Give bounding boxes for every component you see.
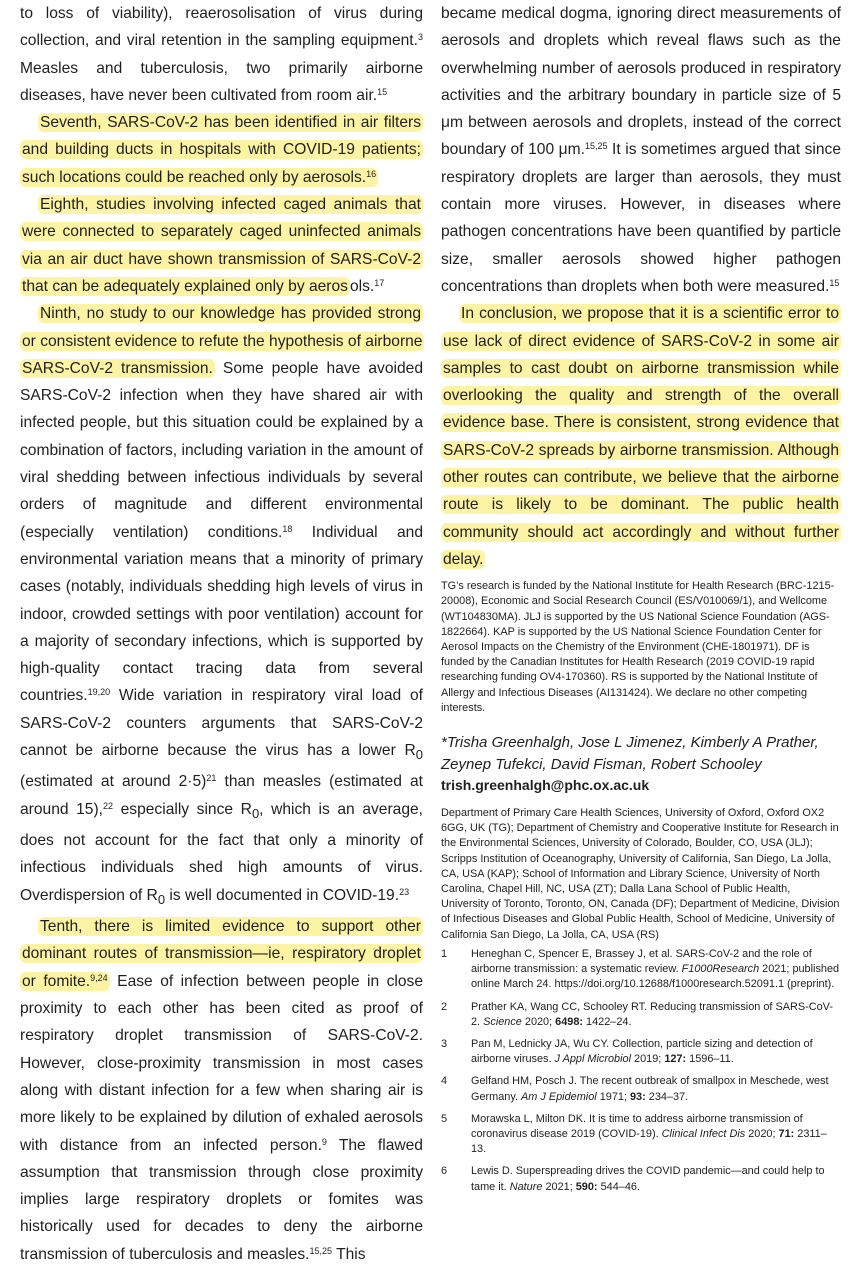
highlighted-text: Seventh, SARS-CoV-2 has been identified in air filters and building ducts in hospitals with COVID-19 patients; such locations could be reached only by aerosols. bbox=[22, 114, 421, 186]
reference-text: 2021; published online March 24. https://doi.org/10.12688/f1000research.52091.1 (preprint). bbox=[471, 963, 840, 991]
reference-number: 4 bbox=[441, 1075, 448, 1088]
reference-text: Pan M, Lednicky JA, Wu CY. Collection, particle sizing and detection of airborne viruses. bbox=[471, 1037, 813, 1066]
text-run: Measles and tuberculosis, two primarily airborne diseases, have never been cultivated from room air. bbox=[20, 59, 423, 104]
reference-text: 234–37. bbox=[645, 1090, 689, 1103]
citation-sup: 15,25 bbox=[584, 141, 608, 152]
reference-number: 3 bbox=[441, 1037, 448, 1050]
citation-sup: 19,20 bbox=[87, 687, 111, 698]
reference-journal: Am J Epidemiol bbox=[521, 1090, 597, 1103]
paragraph-tenth bbox=[20, 913, 423, 1268]
reference-volume: 590: bbox=[575, 1180, 598, 1193]
text-run: Individual and environmental variation means that a minority of primary cases (notably, individuals shedding high levels of virus in indoor, crowded settings with poor ventilation) account for a majority of secondary infections, which is supported by high-quality contact tracing data from several countries. bbox=[20, 523, 423, 705]
reference-item bbox=[441, 1112, 841, 1158]
reference-number: 2 bbox=[441, 1000, 448, 1013]
citation-sup: 18 bbox=[282, 523, 293, 534]
citation-sup: 15 bbox=[829, 277, 840, 288]
text-run: (estimated at around 2·5) bbox=[20, 773, 207, 791]
highlight: Eighth, studies involving infected caged animals that were connected to separately caged uninfected animals via an air duct have shown transmission of SARS-CoV-2 that can be adequately explained only by aeros bbox=[22, 196, 421, 295]
reference-number: 1 bbox=[441, 947, 448, 960]
paragraph-dogma bbox=[441, 0, 841, 300]
text-run: The flawed assumption that transmission through close proximity implies large respiratory droplets or fomites was historically used for decades to deny the airborne transmission of tuberculosis and measles. bbox=[20, 1136, 423, 1263]
reference-journal: Nature bbox=[509, 1180, 543, 1193]
reference-text: Lewis D. Superspreading drives the COVID pandemic—and could help to tame it. bbox=[471, 1165, 825, 1193]
reference-volume: 93: bbox=[630, 1090, 646, 1103]
reference-journal: J Appl Microbiol bbox=[554, 1053, 631, 1066]
text-run: ols. bbox=[349, 277, 375, 295]
citation-sup: 15 bbox=[377, 86, 388, 97]
reference-text: 544–46. bbox=[597, 1180, 640, 1193]
left-column bbox=[20, 0, 423, 1268]
reference-text: Gelfand HM, Posch J. The recent outbreak of smallpox in Meschede, west Germany. bbox=[471, 1075, 829, 1103]
text-run: It is sometimes argued that since respiratory droplets are larger than aerosols, they must contain more viruses. However, in diseases where pathogen concentrations have been quantified by particle size, smaller aerosols showed higher pathogen concentrations than droplets when both were measured. bbox=[441, 141, 841, 295]
author-list: *Trisha Greenhalgh, Jose L Jimenez, Kimberly A Prather, Zeynep Tufekci, David Fisman, Robert Schooley bbox=[441, 734, 819, 773]
paragraph-eighth bbox=[20, 191, 423, 300]
citation-sup: 16 bbox=[366, 168, 377, 179]
reference-item bbox=[441, 1000, 841, 1030]
reference-item bbox=[441, 1164, 841, 1194]
highlighted-text: Tenth, there is limited evidence to support other dominant routes of transmission—ie, respiratory droplet or fomite. bbox=[22, 918, 421, 990]
paragraph-conclusion bbox=[441, 300, 841, 573]
citation-sup: 22 bbox=[103, 800, 114, 811]
text-run: is well documented in COVID-19. bbox=[165, 886, 400, 904]
reference-text: 1596–11. bbox=[686, 1053, 734, 1066]
funding-statement: TG’s research is funded by the National Institute for Health Research (BRC-1215-20008), Economic and Social Research Council (ES/V010069/1), and Wellcome (WT104830MA). JLJ is supported by the US National Science Foundation (AGS-1822664). KAP is supported by the US National Science Foundation Center for Aerosol Impacts on the Chemistry of the Environment (CHE-1801971). DF is funded by the Canadian Institutes for Health Research (2019 COVID-19 rapid researching funding OV4-170360). RS is supported by the National Institute of Allergy and Infectious Diseases (AI131424). We declare no other competing interests. bbox=[441, 580, 835, 714]
text-run: , which is an average, does not account for the fact that only a minority of infectious individuals shed high amounts of virus. Overdispersion of R bbox=[20, 800, 424, 904]
paragraph-viability bbox=[20, 0, 423, 109]
reference-text: 2311–13. bbox=[471, 1127, 827, 1156]
reference-text: 2019; bbox=[631, 1053, 665, 1066]
paragraph-seventh bbox=[20, 109, 423, 191]
citation-sup: 15,25 bbox=[309, 1245, 333, 1256]
citation-sup: 9 bbox=[321, 1136, 327, 1147]
reference-volume: 127: bbox=[664, 1053, 687, 1066]
subscript: 0 bbox=[415, 747, 423, 763]
citation-sup: 3 bbox=[417, 32, 423, 43]
reference-text: 2020; bbox=[521, 1015, 556, 1028]
citation-sup: 23 bbox=[399, 886, 410, 897]
citation-sup: 21 bbox=[206, 773, 217, 784]
reference-journal: Science bbox=[483, 1015, 522, 1028]
reference-journal: F1000Research bbox=[681, 963, 760, 976]
subscript: 0 bbox=[251, 805, 260, 821]
text-run: than measles (estimated at around 15), bbox=[20, 773, 423, 818]
reference-volume: 6498: bbox=[555, 1015, 584, 1028]
reference-list bbox=[441, 947, 841, 1195]
reference-text: 2021; bbox=[542, 1180, 576, 1193]
text-run: to loss of viability), reaerosolisation of virus during collection, and viral retention in the sampling equipment. bbox=[20, 5, 423, 50]
citation-sup: 9,24 bbox=[90, 972, 108, 983]
text-run: Some people have avoided SARS-CoV-2 infection when they have shared air with infected people, but this situation could be explained by a combination of factors, including variation in the amount of viral shedding between infectious individuals by several orders of magnitude and different environmental (especially ventilation) conditions. bbox=[20, 359, 423, 541]
reference-volume: 71: bbox=[778, 1127, 795, 1140]
highlight: Ninth, no study to our knowledge has provided strong or consistent evidence to refute the hypothesis of airborne SARS-CoV-2 transmission. bbox=[22, 305, 423, 377]
highlight: In conclusion, we propose that it is a scientific error to use lack of direct evidence of SARS-CoV-2 in some air samples to cast doubt on airborne transmission while overlooking the quality and strength of the overall evidence base. There is consistent, strong evidence that SARS-CoV-2 spreads by airborne transmission. Although other routes can contribute, we believe that the airborne route is likely to be dominant. The public health community should act accordingly and without further delay. bbox=[443, 305, 839, 568]
text-run: especially since R bbox=[113, 800, 252, 818]
reference-text: Morawska L, Milton DK. It is time to address airborne transmission of coronavirus disease 2019 (COVID-19). bbox=[471, 1112, 803, 1140]
subscript: 0 bbox=[157, 891, 166, 907]
text-run: became medical dogma, ignoring direct measurements of aerosols and droplets which reveal flaws such as the overwhelming number of aerosols produced in respiratory activities and the arbitrary boundary in particle size of 5 μm between aerosols and droplets, instead of the correct boundary of 100 μm. bbox=[441, 5, 841, 159]
reference-text: 2020; bbox=[745, 1127, 779, 1140]
reference-item bbox=[441, 1074, 841, 1104]
reference-number: 6 bbox=[441, 1165, 448, 1178]
reference-item bbox=[441, 947, 841, 993]
reference-journal: Clinical Infect Dis bbox=[661, 1127, 746, 1140]
reference-text: Heneghan C, Spencer E, Brassey J, et al. SARS-CoV-2 and the role of airborne transmission: a systematic review. bbox=[471, 947, 812, 976]
right-column bbox=[441, 0, 841, 1202]
reference-text: Prather KA, Wang CC, Schooley RT. Reducing transmission of SARS-CoV-2. bbox=[471, 1000, 833, 1028]
text-run: Ease of infection between people in close proximity to each other has been cited as proof of respiratory droplet transmission of SARS-CoV-2. However, close-proximity transmission in most cases along with distant infection for a few when sharing air is more likely to be explained by dilution of exhaled aerosols with distance from an infected person. bbox=[20, 972, 424, 1154]
paragraph-ninth bbox=[20, 300, 423, 913]
text-run: This bbox=[332, 1245, 366, 1263]
reference-text: 1971; bbox=[596, 1090, 630, 1103]
citation-sup: 17 bbox=[374, 277, 385, 288]
highlight bbox=[20, 113, 423, 187]
text-run: Wide variation in respiratory viral load of SARS-CoV-2 counters arguments that SARS-CoV-2 cannot be airborne because the virus has a lower R bbox=[20, 687, 423, 760]
reference-item bbox=[441, 1037, 841, 1067]
reference-text: 1422–24. bbox=[583, 1015, 632, 1028]
corresponding-email: trish.greenhalgh@phc.ox.ac.uk bbox=[441, 777, 650, 794]
affiliations: Department of Primary Care Health Sciences, University of Oxford, Oxford OX2 6GG, UK (TG); Department of Chemistry and Cooperative Institute for Research in the Environmental Sciences, University of Colorado, Boulder, CO, USA (JLJ); Scripps Institution of Oceanography, University of California, San Diego, La Jolla, CA, USA (KAP); School of Information and Library Science, University of North Carolina, Chapel Hill, NC, USA (ZT); Dalla Lana School of Public Health, University of Toronto, Toronto, ON, Canada (DF); Department of Medicine, Division of Infectious Diseases and Global Public Health, School of Medicine, University of California San Diego, La Jolla, CA, USA (RS) bbox=[441, 807, 840, 941]
reference-number: 5 bbox=[441, 1112, 448, 1125]
